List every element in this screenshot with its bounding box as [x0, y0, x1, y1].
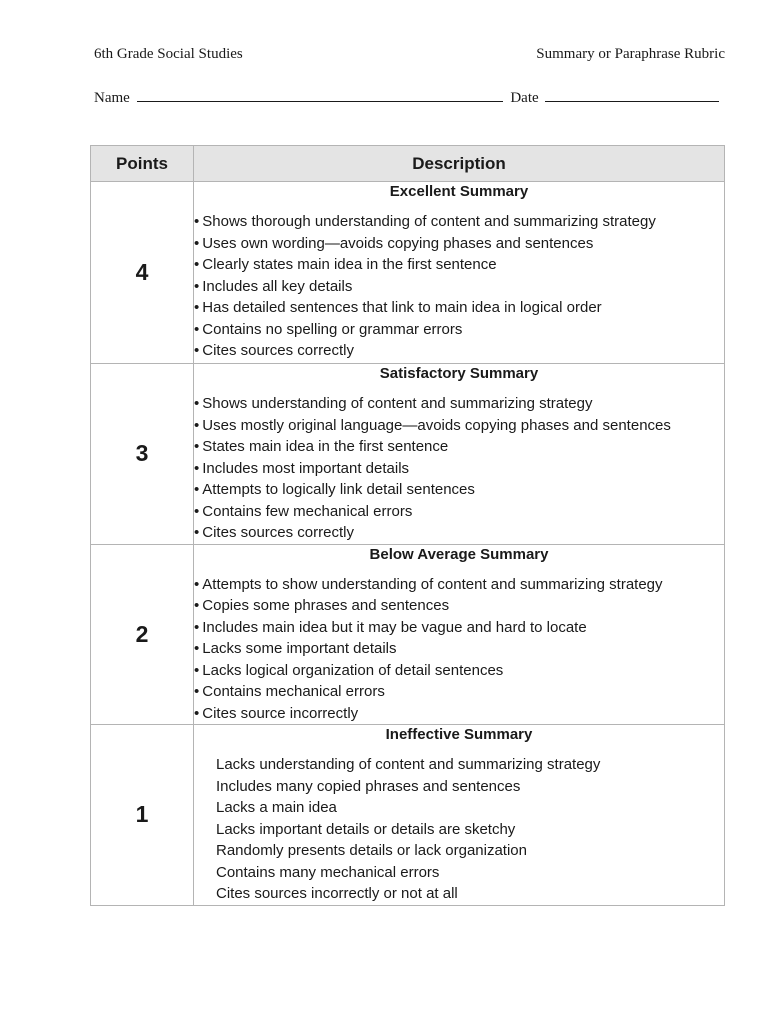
- rubric-table: [90, 145, 725, 906]
- points-value: 4: [91, 182, 194, 364]
- name-field[interactable]: [137, 89, 503, 102]
- criterion-item: • Uses own wording—avoids copying phases and sentences: [194, 233, 724, 255]
- date-label: Date: [510, 90, 539, 106]
- criterion-item: Randomly presents details or lack organization: [216, 842, 527, 859]
- level-title: Ineffective Summary: [385, 726, 533, 743]
- table-row: [91, 364, 725, 545]
- criterion-item: • Contains no spelling or grammar errors: [194, 319, 724, 341]
- criteria-list: [194, 574, 724, 725]
- table-row: [91, 544, 725, 725]
- document-title: Summary or Paraphrase Rubric: [536, 46, 725, 62]
- criterion-item: • Lacks logical organization of detail sentences: [194, 660, 724, 682]
- description-cell: [194, 182, 725, 364]
- date-field[interactable]: [545, 89, 719, 102]
- criterion-item: • Has detailed sentences that link to main idea in logical order: [194, 297, 724, 319]
- criteria-list: [194, 754, 724, 905]
- criterion-item: • States main idea in the first sentence: [194, 436, 724, 458]
- criterion-item: • Cites sources correctly: [194, 340, 724, 362]
- criterion-item: Lacks important details or details are sketchy: [216, 820, 516, 838]
- criterion-item: • Includes most important details: [194, 458, 724, 480]
- criterion-item: • Contains few mechanical errors: [194, 501, 724, 523]
- criterion-item: Lacks a main idea: [216, 799, 337, 816]
- level-title: Below Average Summary: [369, 545, 549, 563]
- table-row: [91, 725, 725, 906]
- criterion-item: Cites sources incorrectly or not at all: [216, 885, 458, 902]
- table-header-row: [91, 146, 725, 182]
- criterion-item: • Includes all key details: [194, 276, 724, 298]
- criterion-item: • Attempts to show understanding of content and summarizing strategy: [194, 574, 724, 596]
- column-header-points: Points: [91, 146, 194, 182]
- criterion-item: • Attempts to logically link detail sentences: [194, 479, 724, 501]
- criterion-item: • Lacks some important details: [194, 638, 724, 660]
- points-value: 1: [91, 725, 194, 906]
- criterion-item: • Cites sources correctly: [194, 522, 724, 544]
- name-label: Name: [94, 90, 130, 106]
- course-label: 6th Grade Social Studies: [94, 46, 243, 62]
- criterion-item: Contains many mechanical errors: [216, 863, 440, 881]
- table-row: [91, 182, 725, 364]
- criteria-list: [194, 211, 724, 362]
- criteria-list: [194, 393, 724, 544]
- level-title: Satisfactory Summary: [379, 365, 539, 382]
- criterion-item: • Uses mostly original language—avoids copying phases and sentences: [194, 415, 724, 437]
- column-header-description: Description: [194, 146, 725, 182]
- description-cell: [194, 364, 725, 545]
- points-value: 2: [91, 544, 194, 725]
- criterion-item: Lacks understanding of content and summarizing strategy: [216, 756, 601, 773]
- name-date-line: [94, 89, 719, 107]
- criterion-item: • Shows thorough understanding of content and summarizing strategy: [194, 211, 724, 233]
- criterion-item: • Copies some phrases and sentences: [194, 595, 724, 617]
- criterion-item: • Includes main idea but it may be vague and hard to locate: [194, 617, 724, 639]
- criterion-item: • Contains mechanical errors: [194, 681, 724, 703]
- criterion-item: Includes many copied phrases and sentences: [216, 777, 521, 795]
- criterion-item: • Shows understanding of content and summarizing strategy: [194, 393, 724, 415]
- level-title: Excellent Summary: [389, 183, 529, 200]
- criterion-item: • Cites source incorrectly: [194, 703, 724, 725]
- description-cell: [194, 544, 725, 725]
- description-cell: [194, 725, 725, 906]
- criterion-item: • Clearly states main idea in the first sentence: [194, 254, 724, 276]
- points-value: 3: [91, 364, 194, 545]
